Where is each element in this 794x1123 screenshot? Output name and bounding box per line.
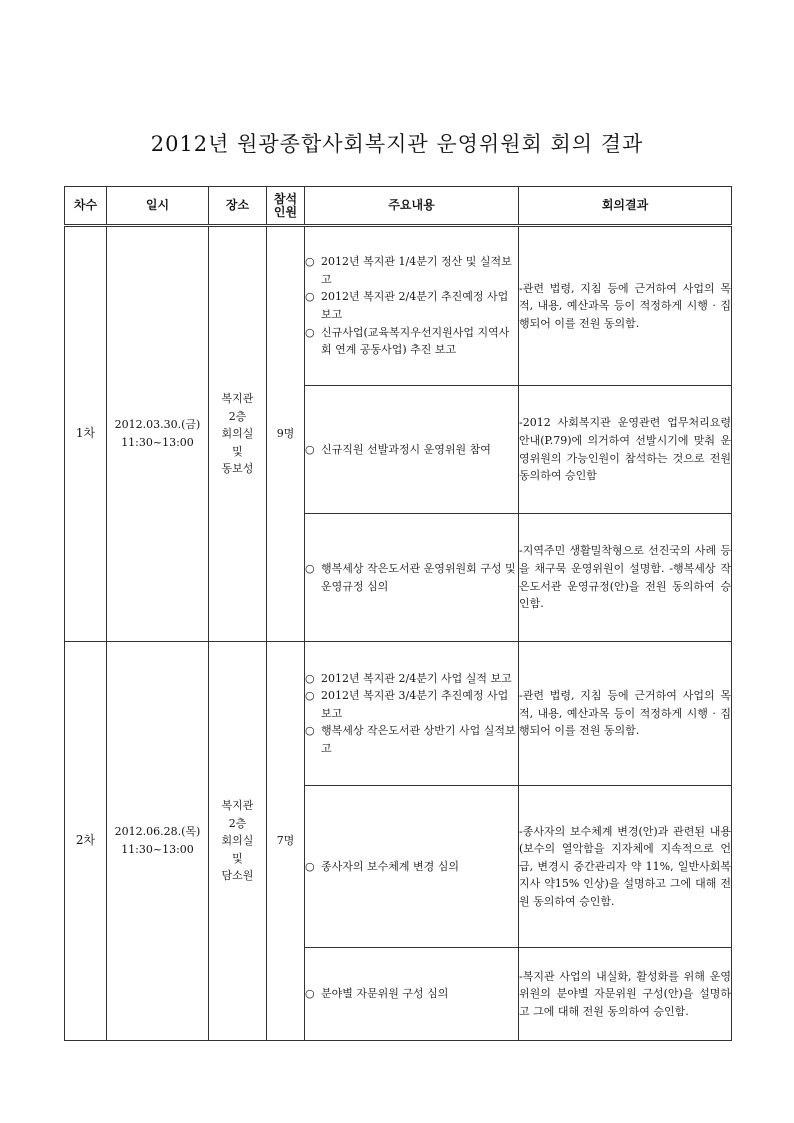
agenda-item: ○ 분야별 자문위원 구성 심의 (305, 985, 518, 1003)
result-cell (519, 386, 732, 514)
place-line: 회의실 (221, 834, 254, 848)
agenda-item: ○ 행복세상 작은도서관 상반기 사업 실적보고 (305, 722, 518, 757)
place-line: 및 (232, 851, 243, 865)
agenda-cell (305, 786, 519, 948)
result-text: -관련 법령, 지침 등에 근거하여 사업의 목적, 내용, 예산과목 등이 적정하게 시행 · 집행되어 이를 전원 동의함. (519, 281, 731, 330)
result-cell (519, 948, 732, 1041)
agenda-item: ○ 신규사업(교육복지우선지원사업 지역사회 연계 공동사업) 추진 보고 (305, 324, 518, 359)
result-text: -2012 사회복지관 운영관련 업무처리요령안내(P.79)에 의거하여 선발시기에 맞춰 운영위원의 가능인원이 참석하는 것으로 전원 동의하여 승인함 (519, 416, 731, 483)
header-attendees-line2: 인원 (273, 204, 298, 219)
agenda-cell (305, 948, 519, 1041)
header-place: 장소 (209, 187, 267, 226)
header-datetime: 일시 (107, 187, 209, 226)
result-cell (519, 786, 732, 948)
meeting-round: 2차 (65, 642, 107, 1041)
place-line: 회의실 (221, 427, 254, 441)
agenda-item: ○ 2012년 복지관 3/4분기 추진예정 사업 보고 (305, 687, 518, 722)
agenda-item: ○ 2012년 복지관 1/4분기 정산 및 실적보고 (305, 253, 518, 288)
agenda-cell (305, 642, 519, 786)
agenda-cell (305, 386, 519, 514)
meeting-round: 1차 (65, 226, 107, 642)
agenda-item: ○ 신규직원 선발과정시 운영위원 참여 (305, 441, 518, 459)
header-attendees (267, 187, 305, 226)
place-line: 복지관 (221, 799, 254, 813)
result-cell (519, 642, 732, 786)
result-text: -복지관 사업의 내실화, 활성화를 위해 운영위원의 분야별 자문위원 구성(안)을 설명하고 그에 대해 전원 동의하여 승인함. (519, 969, 731, 1018)
meeting-attendees: 7명 (267, 642, 305, 1041)
result-text: -종사자의 보수체계 변경(안)과 관련된 내용(보수의 열악함을 지자체에 지속적으로 언급, 변경시 중간관리자 약 11%, 일반사회복지사 약15% 인상)을 설명하고 그에 대해 전원 동의하여 승인함. (519, 824, 731, 908)
document-title: 2012년 원광종합사회복지관 운영위원회 회의 결과 (150, 132, 644, 156)
meeting-datetime (107, 226, 209, 642)
place-line: 담소원 (221, 869, 254, 883)
result-text: -관련 법령, 지침 등에 근거하여 사업의 목적, 내용, 예산과목 등이 적정하게 시행 · 집행되어 이를 전원 동의함. (519, 689, 731, 738)
meeting-results-table (64, 186, 732, 1041)
table-row (65, 642, 732, 786)
result-text: -지역주민 생활밀착형으로 선진국의 사례 등을 채구묵 운영위원이 설명함. -행복세상 작은도서관 운영규정(안)을 전원 동의하여 승인함. (519, 544, 731, 611)
place-line: 동보성 (221, 462, 254, 476)
place-line: 및 (232, 444, 243, 458)
meeting-attendees: 9명 (267, 226, 305, 642)
header-attendees-line1: 참석 (273, 191, 298, 206)
header-round: 차수 (65, 187, 107, 226)
meeting-place (209, 642, 267, 1041)
header-content: 주요내용 (305, 187, 519, 226)
meeting-time: 11:30~13:00 (121, 436, 194, 449)
meeting-place (209, 226, 267, 642)
agenda-cell (305, 226, 519, 386)
header-result: 회의결과 (519, 187, 732, 226)
meeting-datetime (107, 642, 209, 1041)
place-line: 복지관 (221, 392, 254, 406)
agenda-item: ○ 종사자의 보수체계 변경 심의 (305, 858, 518, 876)
agenda-cell (305, 514, 519, 642)
result-cell (519, 226, 732, 386)
agenda-item: ○ 2012년 복지관 2/4분기 추진예정 사업 보고 (305, 288, 518, 323)
agenda-item: ○ 2012년 복지관 2/4분기 사업 실적 보고 (305, 670, 518, 688)
result-cell (519, 514, 732, 642)
place-line: 2층 (228, 409, 247, 423)
table-header-row (65, 187, 732, 226)
table-row (65, 226, 732, 386)
agenda-item: ○ 행복세상 작은도서관 운영위원회 구성 및 운영규정 심의 (305, 560, 518, 595)
place-line: 2층 (228, 816, 247, 830)
meeting-date: 2012.06.28.(목) (114, 825, 201, 839)
meeting-time: 11:30~13:00 (121, 843, 194, 856)
meeting-date: 2012.03.30.(금) (114, 418, 201, 432)
